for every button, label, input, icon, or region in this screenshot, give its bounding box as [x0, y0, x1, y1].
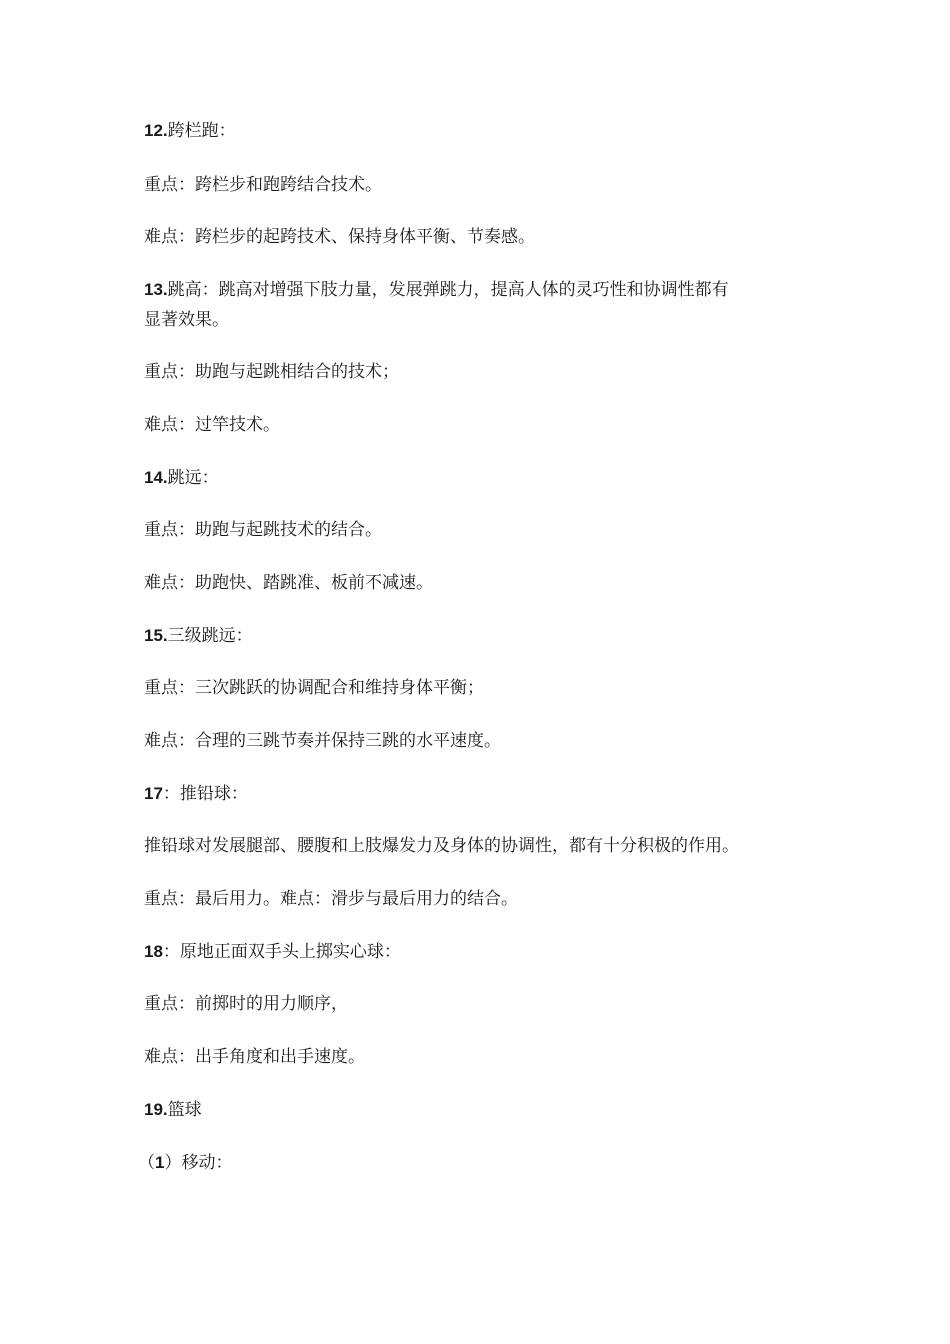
paragraph-key-point — [144, 170, 824, 200]
item-text-continued: 显著效果。 — [144, 310, 229, 330]
item-text: ：推铅球： — [162, 784, 248, 804]
item-text: 跳远： — [167, 468, 219, 488]
item-number: 13. — [144, 280, 168, 299]
heading-medicine-ball — [144, 937, 824, 967]
paragraph-difficulty — [144, 1042, 824, 1072]
paragraph-key-point — [144, 515, 824, 545]
paragraph-difficulty — [144, 568, 824, 598]
item-text: 跳高：跳高对增强下肢力量，发展弹跳力，提高人体的灵巧性和协调性都有 — [167, 280, 729, 300]
paragraph-text: 重点：前掷时的用力顺序， — [144, 994, 348, 1014]
paragraph-text: 重点：助跑与起跳相结合的技术； — [144, 362, 399, 382]
paragraph-difficulty — [144, 410, 824, 440]
paragraph-text: 难点：助跑快、踏跳准、板前不减速。 — [144, 573, 433, 593]
item-number: 14. — [144, 468, 168, 487]
subitem-text: ）移动： — [164, 1153, 233, 1173]
paragraph-text: 难点：出手角度和出手速度。 — [144, 1047, 365, 1067]
paragraph-text: 重点：助跑与起跳技术的结合。 — [144, 520, 382, 540]
heading-shot-put — [144, 779, 824, 809]
item-number: 17 — [144, 784, 163, 803]
paragraph-description — [144, 831, 824, 861]
heading-basketball — [144, 1095, 824, 1125]
subheading-movement — [138, 1148, 818, 1178]
item-number: 19. — [144, 1100, 168, 1119]
subitem-prefix: （ — [138, 1153, 155, 1173]
paragraph-key-point — [144, 673, 824, 703]
item-number: 15. — [144, 626, 168, 645]
paragraph-text: 难点：跨栏步的起跨技术、保持身体平衡、节奏感。 — [144, 227, 535, 247]
subitem-number: 1 — [155, 1153, 165, 1172]
paragraph-difficulty — [144, 222, 824, 252]
heading-hurdles — [144, 116, 824, 146]
paragraph-text: 重点：三次跳跃的协调配合和维持身体平衡； — [144, 678, 484, 698]
paragraph-difficulty — [144, 726, 824, 756]
heading-high-jump-continued — [144, 305, 824, 335]
item-text: 三级跳远： — [167, 626, 253, 646]
paragraph-text: 难点：过竿技术。 — [144, 415, 280, 435]
paragraph-key-point — [144, 989, 824, 1019]
paragraph-text: 推铅球对发展腿部、腰腹和上肢爆发力及身体的协调性，都有十分积极的作用。 — [144, 836, 739, 856]
paragraph-key-point — [144, 357, 824, 387]
item-text: 跨栏跑： — [167, 121, 236, 141]
item-number: 12. — [144, 121, 168, 140]
heading-triple-jump — [144, 621, 824, 651]
paragraph-text: 重点：跨栏步和跑跨结合技术。 — [144, 175, 382, 195]
item-text: ：原地正面双手头上掷实心球： — [162, 942, 401, 962]
paragraph-key-point — [144, 884, 824, 914]
item-text: 篮球 — [167, 1100, 202, 1120]
item-number: 18 — [144, 942, 163, 961]
paragraph-text: 重点：最后用力。难点：滑步与最后用力的结合。 — [144, 889, 518, 909]
heading-high-jump — [144, 275, 824, 305]
heading-long-jump — [144, 463, 824, 493]
paragraph-text: 难点：合理的三跳节奏并保持三跳的水平速度。 — [144, 731, 501, 751]
